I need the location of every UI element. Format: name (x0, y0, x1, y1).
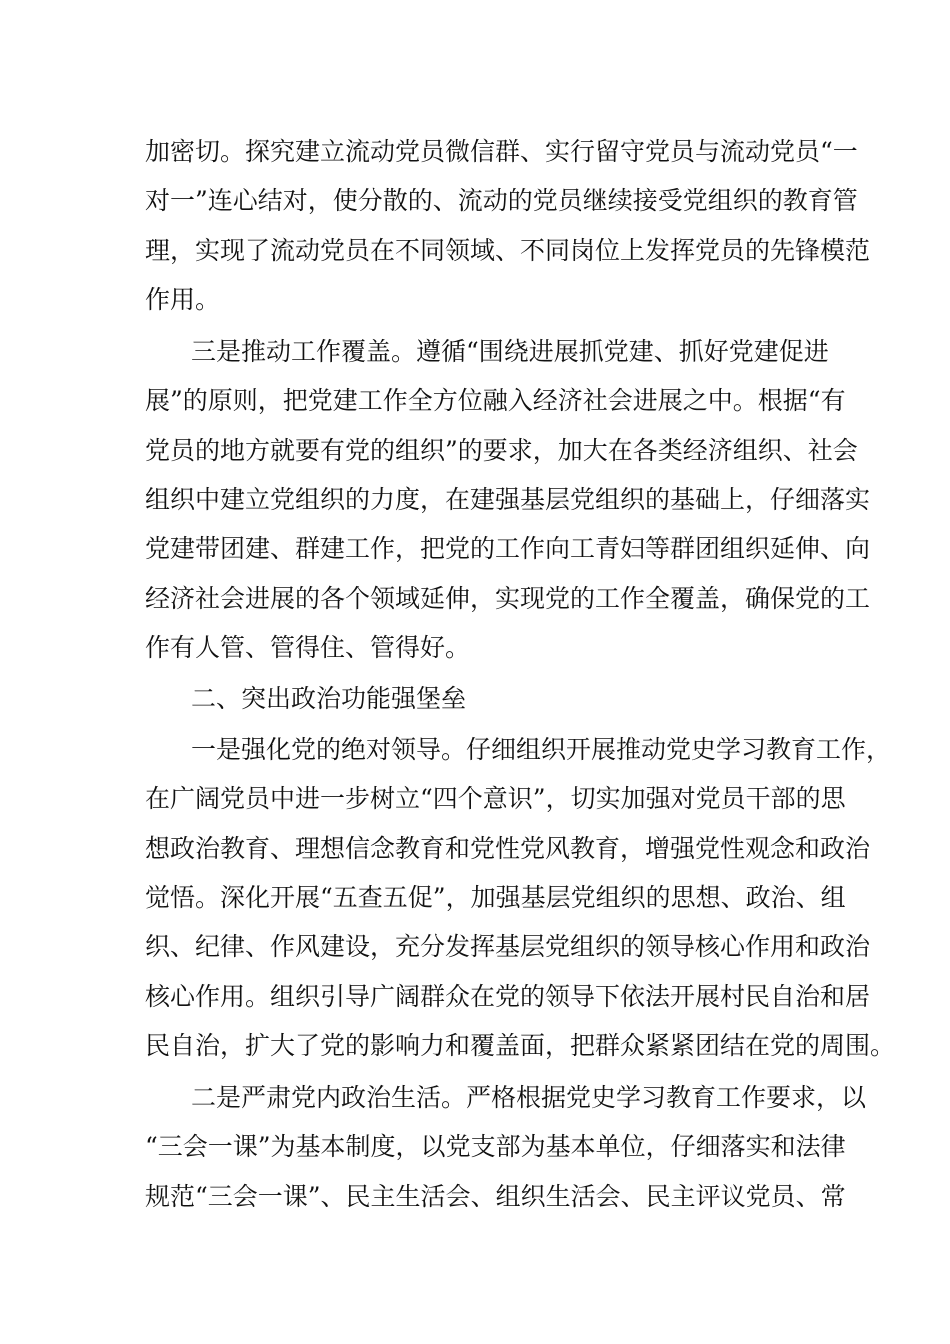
text-line: “三会一课”为基本制度，以党支部为基本单位，仔细落实和法律 (145, 1132, 846, 1161)
text-line: 组织中建立党组织的力度，在建强基层党组织的基础上，仔细落实 (145, 485, 871, 514)
text-line: 加密切。探究建立流动党员微信群、实行留守党员与流动党员“一 (145, 137, 858, 166)
text-line: 织、纪律、作风建设，充分发挥基层党组织的领导核心作用和政治 (145, 932, 871, 961)
text-line: 党建带团建、群建工作，把党的工作向工青妇等群团组织延伸、向 (145, 534, 871, 563)
text-line: 展”的原则，把党建工作全方位融入经济社会进展之中。根据“有 (145, 386, 846, 415)
text-line: 对一”连心结对，使分散的、流动的党员继续接受党组织的教育管 (145, 186, 858, 215)
text-line: 民自治，扩大了党的影响力和覆盖面，把群众紧紧团结在党的周围。 (145, 1031, 896, 1060)
text-line: 觉悟。深化开展“五查五促”，加强基层党组织的思想、政治、组 (145, 883, 846, 912)
text-line: 一是强化党的绝对领导。仔细组织开展推动党史学习教育工作， (191, 735, 892, 764)
text-line: 三是推动工作覆盖。遵循“围绕进展抓党建、抓好党建促进 (191, 337, 829, 366)
text-line: 作有人管、管得住、管得好。 (145, 633, 471, 662)
text-line: 在广阔党员中进一步树立“四个意识”，切实加强对党员干部的思 (145, 784, 846, 813)
text-line: 想政治教育、理想信念教育和党性党风教育，增强党性观念和政治 (145, 834, 871, 863)
text-line: 核心作用。组织引导广阔群众在党的领导下依法开展村民自治和居 (145, 982, 871, 1011)
text-line: 二是严肃党内政治生活。严格根据党史学习教育工作要求，以 (191, 1083, 867, 1112)
text-line: 经济社会进展的各个领域延伸，实现党的工作全覆盖，确保党的工 (145, 584, 871, 613)
text-line: 规范“三会一课”、民主生活会、组织生活会、民主评议党员、常 (145, 1182, 846, 1211)
text-line: 党员的地方就要有党的组织”的要求，加大在各类经济组织、社会 (145, 436, 858, 465)
section-heading: 二、突出政治功能强堡垒 (191, 684, 467, 713)
text-line: 作用。 (145, 285, 221, 314)
text-line: 理，实现了流动党员在不同领域、不同岗位上发挥党员的先锋模范 (145, 236, 871, 265)
